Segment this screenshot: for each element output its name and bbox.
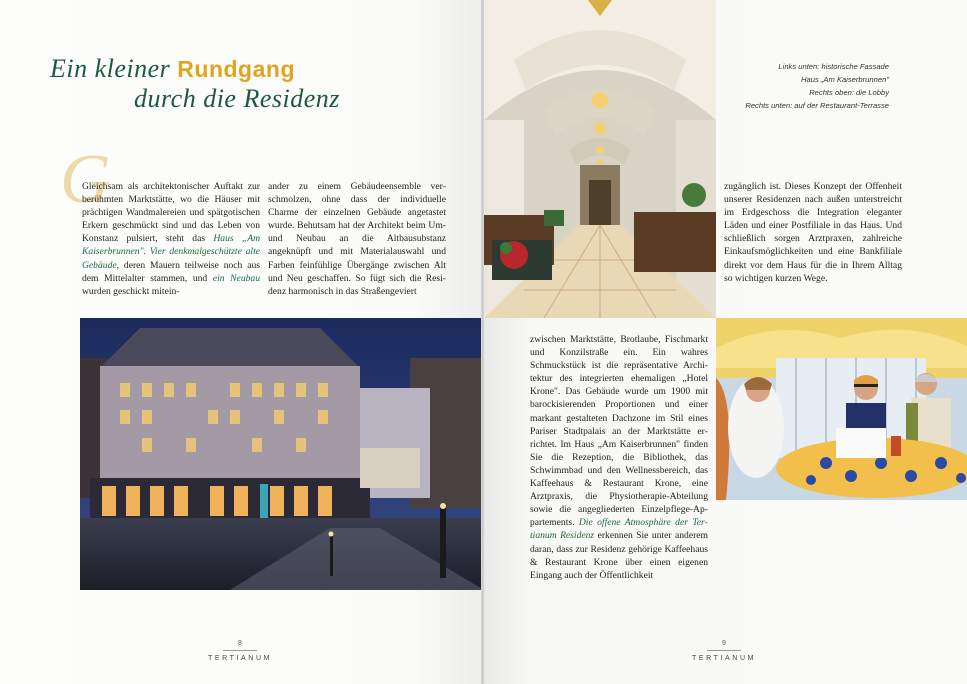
center-col-italic-run: Die offene Atmosphäre der Tertianum Residenz	[530, 517, 708, 542]
photo-caption	[745, 60, 889, 112]
facade-photo	[80, 318, 484, 590]
page-number: 9	[722, 640, 726, 647]
col1-italic-run: Haus „Am Kaiserbrunnen". Vier denkmalgeschützte alte Gebäude	[82, 233, 260, 271]
footer-brand: TERTIANUM	[691, 655, 757, 662]
lobby-photo	[484, 0, 716, 318]
text-column-2: ander zu einem Gebäudeensemble verschmolzen, ohne dass der individuelle Charme der einzelnen Gebäude angetastet wurde. Behutsam hat der Architekt beim Um- und Neubau an die Altbausubstanz angeknüpft und mit Materialauswahl und Farben feinfühlige Übergänge zwischen Alt und Neu geschaffen. So fügt sich die Residenz harmonisch in das Straßengeviert	[268, 181, 446, 297]
col1-italic-run: ein Neubau	[212, 272, 261, 284]
footer-rule	[223, 650, 257, 651]
caption-line-3: Rechts oben: die Lobby	[809, 88, 889, 97]
footer-brand: TERTIANUM	[207, 655, 273, 662]
title-line2: durch die Residenz	[134, 84, 340, 113]
footer-right	[689, 640, 759, 662]
col1-run: wurden geschickt mitein-	[82, 285, 180, 297]
text-column-center	[530, 333, 708, 582]
dropcap: G	[60, 141, 111, 218]
footer-left	[205, 640, 275, 662]
center-col-run: erkennen Sie unter anderem daran, dass zur Residenz gehörige Kaffeehaus & Restaurant Krone über einen eigenen Eingang auch der Öffentlichkeit	[530, 530, 708, 581]
page-number: 8	[238, 640, 242, 647]
title-part1: Ein kleiner	[50, 54, 178, 83]
col1-run: , deren Mauern teilweise noch aus dem Mittelalter stammen, und	[82, 259, 260, 284]
right-page	[484, 0, 967, 684]
footer-rule	[707, 650, 741, 651]
title-accent: Rundgang	[177, 56, 295, 82]
text-column-right: zugänglich ist. Dieses Konzept der Offenheit unserer Residenzen nach außen unterstreicht im Erdgeschoss die Integration eleganter Läden und einer Postfiliale in das Haus. Und schließlich sorgen Arztpraxen, zahlreiche Einkaufsmöglichkeiten und eine Bankfiliale direkt vor dem Haus für die in Ihrem Alltag so wichtigen kurzen Wege.	[724, 181, 902, 284]
caption-line-1: Links unten: historische Fassade	[778, 62, 889, 71]
col1-run: Gleichsam als architektonischer Auftakt zur berühmten Marktstätte, wo die Häuser mit prächtigen Wandmalereien und spätgotischen Erkern geschmückt sind und das Leben von Konstanz pulsiert, steht das	[82, 181, 260, 245]
caption-line-4: Rechts unten: auf der Restaurant-Terrasse	[745, 101, 889, 110]
caption-line-2: Haus „Am Kaiserbrunnen"	[801, 75, 889, 84]
center-col-run: zwischen Marktstätte, Brotlaube, Fischmarkt und Konzilstraße ein. Ein wahres Schmuckstück ist die repräsentative Architektur des integrierten ehemaligen „Hotel Krone". Das Gebäude wurde um 1900 mit barockisierenden Proportionen und einer markant gestalteten Dachzone im Stil eines Pariser Stadtpalais an der Marktstätte errichtet. Im Haus „Am Kaiserbrunnen" finden Sie die Rezeption, die Bibliothek, das Schwimmbad und den Wellnessbereich, das Kaffeehaus & Restaurant Krone, eine Arztpraxis, die Physiotherapie-Abteilung sowie die angegliederten Einzelpflege-Appartements.	[530, 334, 708, 529]
terrace-photo	[716, 318, 967, 500]
page-title	[50, 54, 340, 114]
text-column-1	[82, 180, 260, 298]
